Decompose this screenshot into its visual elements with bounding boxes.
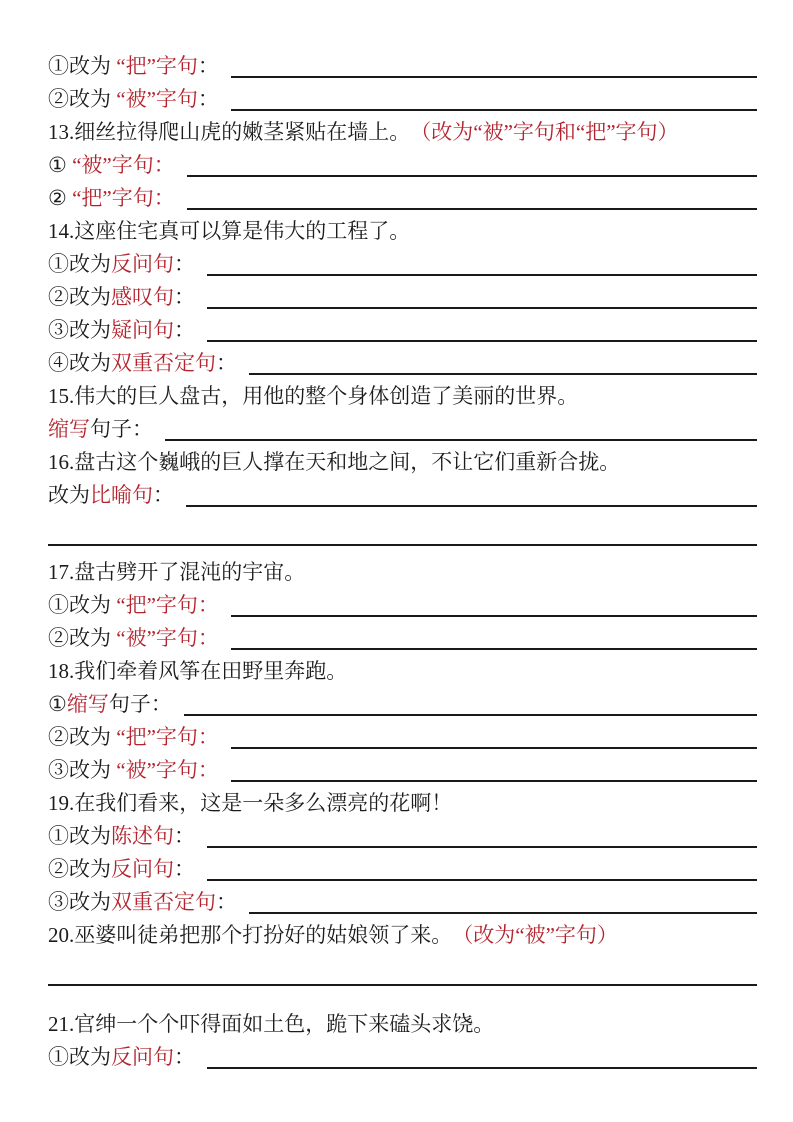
question-text: 17.盘古劈开了混沌的宇宙。 <box>48 560 306 584</box>
instruction-red-text: 双重否定句 <box>111 351 216 375</box>
rows <box>48 49 757 1073</box>
question-text: ①改为 <box>48 593 117 617</box>
answer-row <box>48 720 757 753</box>
instruction-red-text: “把”字句： <box>72 186 175 210</box>
answer-blank-line <box>207 846 757 848</box>
question-text: ： <box>197 87 219 111</box>
question-text: 改为 <box>48 483 90 507</box>
question-text: ① <box>48 692 67 716</box>
question-text: 13.细丝拉得爬山虎的嫩茎紧贴在墙上。 <box>48 120 411 144</box>
answer-blank-line <box>231 780 757 782</box>
question-text: ： <box>174 252 195 276</box>
question-row <box>48 1007 757 1040</box>
instruction-red-text: 反问句 <box>111 1045 174 1069</box>
question-text: ： <box>174 824 195 848</box>
answer-row <box>48 819 757 852</box>
question-text: ③改为 <box>48 318 111 342</box>
question-text: 15.伟大的巨人盘古，用他的整个身体创造了美丽的世界。 <box>48 384 579 408</box>
answer-blank-line <box>231 76 757 78</box>
answer-blank-line <box>207 340 757 342</box>
answer-row <box>48 412 757 445</box>
instruction-red-text: “把”字句 <box>116 54 198 78</box>
question-row <box>48 654 757 687</box>
question-text: 14.这座住宅真可以算是伟大的工程了。 <box>48 219 411 243</box>
question-text: ： <box>216 890 237 914</box>
question-text: ①改为 <box>48 54 117 78</box>
question-text: 句子： <box>108 692 172 716</box>
answer-row <box>48 885 757 918</box>
answer-continuation-line <box>48 951 757 986</box>
question-text: ① <box>48 153 73 177</box>
instruction-red-text: 疑问句 <box>111 318 174 342</box>
question-text: ②改为 <box>48 857 111 881</box>
answer-blank-line <box>231 747 757 749</box>
answer-row <box>48 148 757 181</box>
question-text: ： <box>174 318 195 342</box>
instruction-red-text: 双重否定句 <box>111 890 216 914</box>
question-text: ： <box>174 1045 195 1069</box>
question-row <box>48 555 757 588</box>
answer-blank-line <box>165 439 757 441</box>
instruction-red-text: “被”字句： <box>116 626 219 650</box>
question-row <box>48 786 757 819</box>
question-text: ②改为 <box>48 87 117 111</box>
instruction-red-text: “被”字句： <box>72 153 175 177</box>
question-text: 19.在我们看来，这是一朵多么漂亮的花啊！ <box>48 791 453 815</box>
answer-blank-line <box>186 505 757 507</box>
answer-blank-line <box>207 274 757 276</box>
question-text: ② <box>48 186 73 210</box>
answer-row <box>48 687 757 720</box>
question-text: ③改为 <box>48 758 117 782</box>
answer-blank-line <box>207 307 757 309</box>
question-row <box>48 115 757 148</box>
answer-row <box>48 852 757 885</box>
answer-row <box>48 82 757 115</box>
instruction-red-text: （改为“被”字句） <box>452 923 618 947</box>
instruction-red-text: “被”字句： <box>116 758 219 782</box>
question-text: ④改为 <box>48 351 111 375</box>
question-text: ： <box>216 351 237 375</box>
answer-blank-line <box>231 109 757 111</box>
answer-blank-line <box>231 648 757 650</box>
answer-row <box>48 1040 757 1073</box>
instruction-red-text: （改为“被”字句和“把”字句） <box>410 120 679 144</box>
question-text: 18.我们牵着风筝在田野里奔跑。 <box>48 659 348 683</box>
question-text: 20.巫婆叫徒弟把那个打扮好的姑娘领了来。 <box>48 923 453 947</box>
instruction-red-text: 缩写 <box>48 417 90 441</box>
answer-row <box>48 753 757 786</box>
answer-blank-line <box>249 912 757 914</box>
question-row <box>48 918 757 951</box>
question-text: ： <box>174 285 195 309</box>
question-text: ①改为 <box>48 1045 111 1069</box>
answer-row <box>48 313 757 346</box>
answer-blank-line <box>187 208 757 210</box>
question-text: ①改为 <box>48 252 111 276</box>
question-text: ： <box>153 483 174 507</box>
question-text: ①改为 <box>48 824 111 848</box>
answer-blank-line <box>207 1067 757 1069</box>
answer-row <box>48 346 757 379</box>
answer-row <box>48 478 757 511</box>
question-row <box>48 445 757 478</box>
question-text: ②改为 <box>48 725 117 749</box>
answer-row <box>48 49 757 82</box>
answer-blank-line <box>231 615 757 617</box>
question-text: 21.官绅一个个吓得面如土色，跪下来磕头求饶。 <box>48 1012 495 1036</box>
question-text: ： <box>197 54 219 78</box>
instruction-red-text: 感叹句 <box>111 285 174 309</box>
answer-row <box>48 588 757 621</box>
instruction-red-text: 陈述句 <box>111 824 174 848</box>
question-text: ： <box>174 857 195 881</box>
answer-blank-line <box>207 879 757 881</box>
instruction-red-text: 比喻句 <box>90 483 153 507</box>
answer-blank-line <box>184 714 757 716</box>
question-text: ②改为 <box>48 626 117 650</box>
instruction-red-text: “把”字句： <box>116 725 219 749</box>
answer-blank-line <box>187 175 757 177</box>
answer-continuation-line <box>48 511 757 546</box>
question-row <box>48 214 757 247</box>
answer-row <box>48 181 757 214</box>
instruction-red-text: “把”字句： <box>116 593 219 617</box>
answer-row <box>48 247 757 280</box>
question-text: 16.盘古这个巍峨的巨人撑在天和地之间，不让它们重新合拢。 <box>48 450 621 474</box>
instruction-red-text: 反问句 <box>111 857 174 881</box>
instruction-red-text: 缩写 <box>66 692 109 716</box>
question-text: 句子： <box>90 417 153 441</box>
question-text: ③改为 <box>48 890 111 914</box>
instruction-red-text: 反问句 <box>111 252 174 276</box>
question-row <box>48 379 757 412</box>
answer-blank-line <box>249 373 757 375</box>
instruction-red-text: “被”字句 <box>116 87 198 111</box>
answer-row <box>48 280 757 313</box>
answer-row <box>48 621 757 654</box>
question-text: ②改为 <box>48 285 111 309</box>
